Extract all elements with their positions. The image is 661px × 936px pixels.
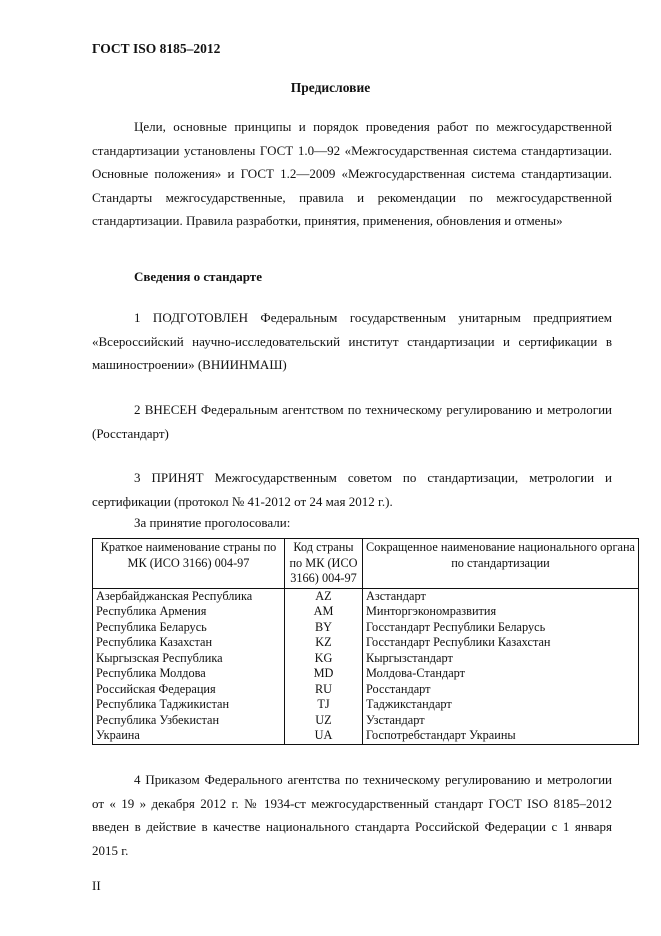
body-cell: Кыргызстандарт <box>363 651 639 667</box>
code-cell: BY <box>285 620 363 636</box>
table-row <box>93 666 639 682</box>
voting-table <box>92 538 639 745</box>
code-cell: UA <box>285 728 363 744</box>
header-country: Краткое наименование страны по МК (ИСО 3166) 004-97 <box>93 539 285 589</box>
header-code: Код страны по МК (ИСО 3166) 004-97 <box>285 539 363 589</box>
item-2-paragraph: 2 ВНЕСЕН Федеральным агентством по техническому регулированию и метрологии (Росстандарт) <box>92 402 612 441</box>
code-cell: UZ <box>285 713 363 729</box>
country-cell: Кыргызская Республика <box>93 651 285 667</box>
foreword-title: Предисловие <box>290 80 371 95</box>
country-cell: Республика Узбекистан <box>93 713 285 729</box>
body-cell: Госстандарт Республики Беларусь <box>363 620 639 636</box>
code-cell: MD <box>285 666 363 682</box>
page-number: II <box>92 878 101 893</box>
table-row <box>93 604 639 620</box>
body-cell: Госпотребстандарт Украины <box>363 728 639 744</box>
header-body: Сокращенное наименование национального органа по стандартизации <box>363 539 639 589</box>
table-row <box>93 697 639 713</box>
body-cell: Минторгэкономразвития <box>363 604 639 620</box>
vote-label: За принятие проголосовали: <box>134 515 291 530</box>
body-cell: Таджикстандарт <box>363 697 639 713</box>
body-cell: Азстандарт <box>363 588 639 604</box>
table-row <box>93 635 639 651</box>
code-cell: AM <box>285 604 363 620</box>
body-cell: Росстандарт <box>363 682 639 698</box>
table-header-row <box>93 539 639 589</box>
body-cell: Госстандарт Республики Казахстан <box>363 635 639 651</box>
body-cell: Узстандарт <box>363 713 639 729</box>
body-cell: Молдова-Стандарт <box>363 666 639 682</box>
country-cell: Российская Федерация <box>93 682 285 698</box>
code-cell: AZ <box>285 588 363 604</box>
table-row <box>93 651 639 667</box>
country-cell: Республика Молдова <box>93 666 285 682</box>
code-cell: TJ <box>285 697 363 713</box>
country-cell: Азербайджанская Республика <box>93 588 285 604</box>
code-cell: KZ <box>285 635 363 651</box>
code-cell: RU <box>285 682 363 698</box>
table-row <box>93 588 639 604</box>
code-cell: KG <box>285 651 363 667</box>
item-4-paragraph: 4 Приказом Федерального агентства по техническому регулированию и метрологии от « 19 » декабря 2012 г. № 1934-ст межгосударственный стандарт ГОСТ ISO 8185–2012 введен в действие в качестве национального стандарта Российской Федерации с 1 января 2015 г. <box>92 772 612 858</box>
table-row <box>93 620 639 636</box>
document-header: ГОСТ ISO 8185–2012 <box>92 41 221 56</box>
section-title: Сведения о стандарте <box>134 269 262 284</box>
table-row <box>93 728 639 744</box>
table-row <box>93 682 639 698</box>
item-1-paragraph: 1 ПОДГОТОВЛЕН Федеральным государственным унитарным предприятием «Всероссийский научно-исследовательский институт стандартизации и сертификации в машиностроении» (ВНИИНМАШ) <box>92 310 612 372</box>
item-3-paragraph: 3 ПРИНЯТ Межгосударственным советом по стандартизации, метрологии и сертификации (протокол № 41-2012 от 24 мая 2012 г.). <box>92 470 612 509</box>
table-row <box>93 713 639 729</box>
country-cell: Украина <box>93 728 285 744</box>
intro-paragraph: Цели, основные принципы и порядок проведения работ по межгосударственной стандартизации установлены ГОСТ 1.0—92 «Межгосударственная система стандартизации. Основные положения» и ГОСТ 1.2—2009 «Межгосударственная система стандартизации. Стандарты межгосударственные, правила и рекомендации по межгосударственной стандартизации. Правила разработки, принятия, применения, обновления и отмены» <box>92 119 612 228</box>
country-cell: Республика Казахстан <box>93 635 285 651</box>
country-cell: Республика Армения <box>93 604 285 620</box>
country-cell: Республика Беларусь <box>93 620 285 636</box>
country-cell: Республика Таджикистан <box>93 697 285 713</box>
